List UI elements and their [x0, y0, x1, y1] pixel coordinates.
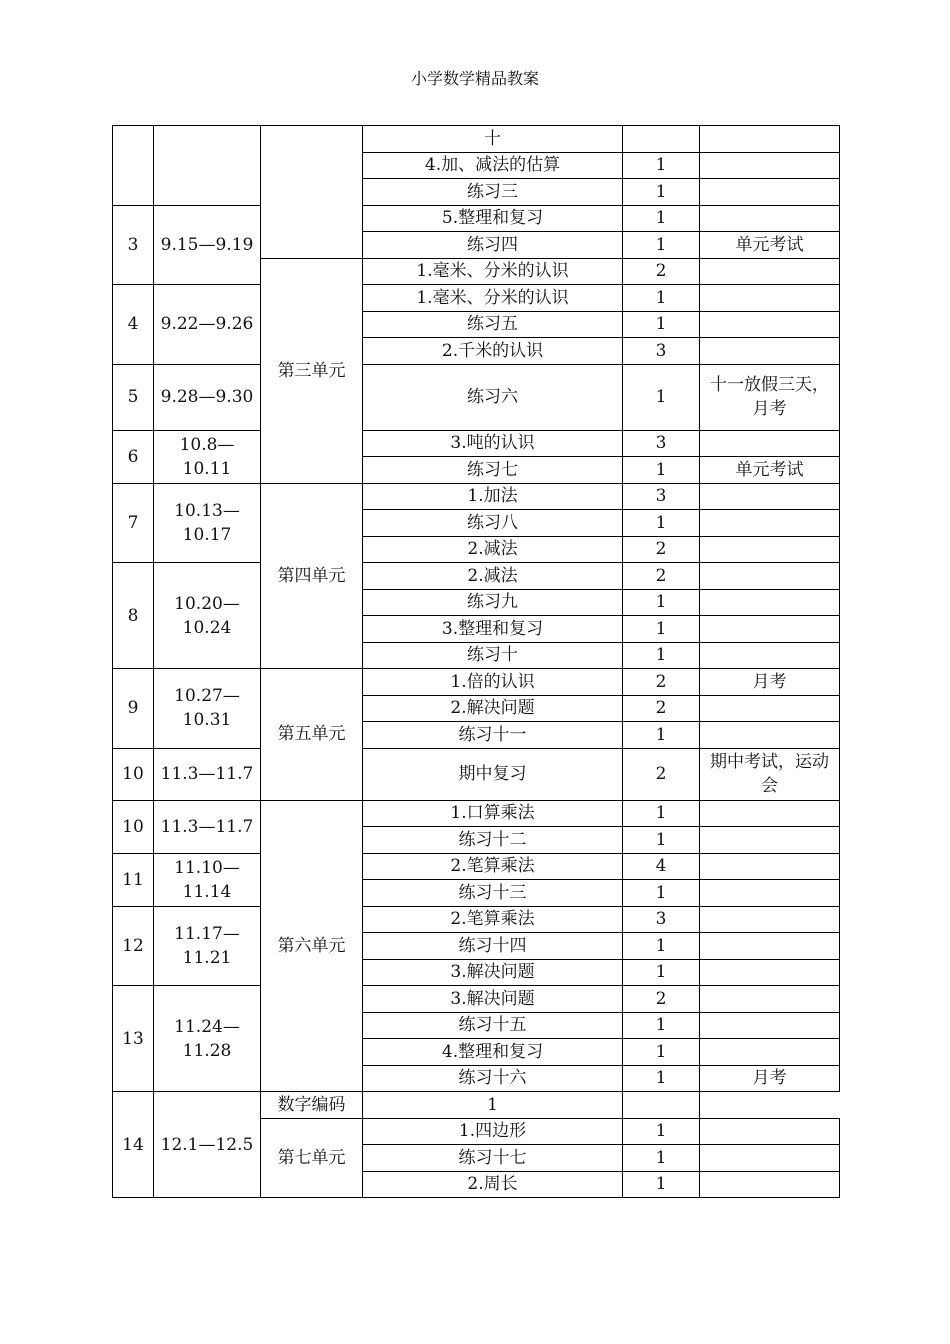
note-cell — [700, 1118, 840, 1145]
content-cell: 1.毫米、分米的认识 — [363, 285, 623, 312]
week-date-cell: 9.15—9.19 — [154, 205, 261, 285]
hours-cell: 1 — [623, 616, 700, 643]
week-date-cell: 11.3—11.7 — [154, 800, 261, 853]
hours-cell: 1 — [623, 1145, 700, 1172]
hours-cell: 1 — [623, 642, 700, 669]
hours-cell: 2 — [623, 748, 700, 800]
content-cell: 练习六 — [363, 364, 623, 430]
content-cell: 3.解决问题 — [363, 959, 623, 986]
content-cell: 数字编码 — [261, 1092, 363, 1119]
week-date-cell: 11.17—11.21 — [154, 906, 261, 986]
week-number-cell: 5 — [113, 364, 154, 430]
note-cell — [700, 179, 840, 206]
hours-cell: 1 — [623, 1118, 700, 1145]
unit-cell: 第六单元 — [261, 800, 363, 1092]
hours-cell: 1 — [623, 800, 700, 827]
hours-cell: 1 — [623, 232, 700, 259]
hours-cell: 3 — [623, 338, 700, 365]
hours-cell: 1 — [623, 510, 700, 537]
hours-cell: 2 — [623, 695, 700, 722]
content-cell: 期中复习 — [363, 748, 623, 800]
hours-cell: 2 — [623, 536, 700, 563]
note-cell — [700, 589, 840, 616]
week-number-cell: 10 — [113, 800, 154, 853]
table-row — [113, 748, 840, 800]
hours-cell: 1 — [623, 1171, 700, 1198]
content-cell: 2.千米的认识 — [363, 338, 623, 365]
content-cell: 练习十一 — [363, 722, 623, 749]
hours-cell: 3 — [623, 483, 700, 510]
note-cell: 单元考试 — [700, 232, 840, 259]
hours-cell: 1 — [623, 1065, 700, 1092]
content-cell: 3.解决问题 — [363, 986, 623, 1013]
hours-cell: 1 — [623, 364, 700, 430]
hours-cell — [623, 126, 700, 153]
content-cell: 练习十三 — [363, 880, 623, 907]
week-date-cell: 11.24—11.28 — [154, 986, 261, 1092]
hours-cell: 1 — [623, 1039, 700, 1066]
content-cell: 4.整理和复习 — [363, 1039, 623, 1066]
week-number-cell: 14 — [113, 1092, 154, 1198]
hours-cell: 4 — [623, 853, 700, 880]
week-number-cell: 7 — [113, 483, 154, 563]
unit-cell — [261, 126, 363, 259]
week-number-cell: 6 — [113, 430, 154, 483]
content-cell: 2.周长 — [363, 1171, 623, 1198]
table-row — [113, 853, 840, 880]
note-cell — [700, 430, 840, 457]
hours-cell: 1 — [623, 205, 700, 232]
note-cell — [700, 311, 840, 338]
content-cell: 2.减法 — [363, 563, 623, 590]
hours-cell: 1 — [623, 827, 700, 854]
table-row — [113, 285, 840, 312]
week-date-cell: 10.13—10.17 — [154, 483, 261, 563]
week-date-cell: 10.27—10.31 — [154, 669, 261, 749]
note-cell — [700, 616, 840, 643]
week-number-cell: 10 — [113, 748, 154, 800]
week-number-cell — [113, 126, 154, 206]
note-cell — [700, 152, 840, 179]
table-row — [113, 364, 840, 430]
content-cell: 练习九 — [363, 589, 623, 616]
content-cell: 练习八 — [363, 510, 623, 537]
hours-cell: 2 — [623, 986, 700, 1013]
note-cell — [700, 1171, 840, 1198]
content-cell: 练习十六 — [363, 1065, 623, 1092]
note-cell — [700, 853, 840, 880]
note-cell — [700, 563, 840, 590]
hours-cell: 2 — [623, 669, 700, 696]
hours-cell: 3 — [623, 906, 700, 933]
note-cell — [700, 1012, 840, 1039]
week-number-cell: 3 — [113, 205, 154, 285]
content-cell: 练习十七 — [363, 1145, 623, 1172]
table-row — [113, 563, 840, 590]
hours-cell: 1 — [623, 880, 700, 907]
hours-cell: 2 — [623, 258, 700, 285]
week-date-cell — [154, 126, 261, 206]
hours-cell: 1 — [623, 179, 700, 206]
note-cell — [700, 258, 840, 285]
note-cell — [700, 285, 840, 312]
hours-cell: 1 — [623, 589, 700, 616]
note-cell — [700, 1039, 840, 1066]
content-cell: 2.减法 — [363, 536, 623, 563]
content-cell: 3.吨的认识 — [363, 430, 623, 457]
content-cell: 练习四 — [363, 232, 623, 259]
content-cell: 练习十 — [363, 642, 623, 669]
content-cell: 2.解决问题 — [363, 695, 623, 722]
table-row — [113, 430, 840, 457]
note-cell — [700, 827, 840, 854]
week-number-cell: 8 — [113, 563, 154, 669]
content-cell: 4.加、减法的估算 — [363, 152, 623, 179]
note-cell — [700, 338, 840, 365]
table-row — [113, 1092, 840, 1119]
note-cell — [700, 1145, 840, 1172]
week-date-cell: 10.8—10.11 — [154, 430, 261, 483]
page-header: 小学数学精品教案 — [410, 69, 539, 88]
week-number-cell: 12 — [113, 906, 154, 986]
hours-cell: 1 — [623, 722, 700, 749]
week-number-cell: 11 — [113, 853, 154, 906]
table-row — [113, 126, 840, 153]
content-cell: 练习五 — [363, 311, 623, 338]
hours-cell: 2 — [623, 563, 700, 590]
week-date-cell: 9.22—9.26 — [154, 285, 261, 365]
week-date-cell: 9.28—9.30 — [154, 364, 261, 430]
content-cell: 1.口算乘法 — [363, 800, 623, 827]
note-cell: 十一放假三天，月考 — [700, 364, 840, 430]
hours-cell: 3 — [623, 430, 700, 457]
note-cell — [700, 510, 840, 537]
week-number-cell: 13 — [113, 986, 154, 1092]
note-cell — [700, 642, 840, 669]
week-date-cell: 10.20—10.24 — [154, 563, 261, 669]
unit-cell: 第七单元 — [261, 1118, 363, 1198]
content-cell: 5.整理和复习 — [363, 205, 623, 232]
week-number-cell: 4 — [113, 285, 154, 365]
note-cell: 月考 — [700, 1065, 840, 1092]
note-cell — [700, 986, 840, 1013]
hours-cell: 1 — [623, 152, 700, 179]
note-cell — [700, 126, 840, 153]
content-cell: 练习三 — [363, 179, 623, 206]
hours-cell: 1 — [623, 311, 700, 338]
content-cell: 练习十五 — [363, 1012, 623, 1039]
note-cell — [700, 906, 840, 933]
note-cell — [623, 1092, 700, 1119]
week-date-cell: 11.3—11.7 — [154, 748, 261, 800]
note-cell: 单元考试 — [700, 457, 840, 484]
table-row — [113, 205, 840, 232]
week-date-cell: 11.10—11.14 — [154, 853, 261, 906]
teaching-plan-table — [112, 125, 840, 1198]
note-cell — [700, 695, 840, 722]
hours-cell: 1 — [623, 959, 700, 986]
note-cell — [700, 205, 840, 232]
content-cell: 1.倍的认识 — [363, 669, 623, 696]
note-cell: 期中考试，运动会 — [700, 748, 840, 800]
note-cell: 月考 — [700, 669, 840, 696]
content-cell: 1.加法 — [363, 483, 623, 510]
content-cell: 练习十二 — [363, 827, 623, 854]
hours-cell: 1 — [623, 1012, 700, 1039]
week-date-cell: 12.1—12.5 — [154, 1092, 261, 1198]
table-row — [113, 669, 840, 696]
content-cell: 2.笔算乘法 — [363, 853, 623, 880]
content-cell: 1.毫米、分米的认识 — [363, 258, 623, 285]
note-cell — [700, 536, 840, 563]
content-cell: 练习七 — [363, 457, 623, 484]
content-cell: 2.笔算乘法 — [363, 906, 623, 933]
content-cell: 3.整理和复习 — [363, 616, 623, 643]
hours-cell: 1 — [623, 285, 700, 312]
unit-cell: 第五单元 — [261, 669, 363, 801]
week-number-cell: 9 — [113, 669, 154, 749]
unit-cell: 第四单元 — [261, 483, 363, 669]
table-row — [113, 906, 840, 933]
content-cell: 1.四边形 — [363, 1118, 623, 1145]
content-cell: 十 — [363, 126, 623, 153]
content-cell: 练习十四 — [363, 933, 623, 960]
note-cell — [700, 722, 840, 749]
hours-cell: 1 — [623, 933, 700, 960]
hours-cell: 1 — [363, 1092, 623, 1119]
note-cell — [700, 800, 840, 827]
note-cell — [700, 880, 840, 907]
hours-cell: 1 — [623, 457, 700, 484]
unit-cell: 第三单元 — [261, 258, 363, 483]
note-cell — [700, 483, 840, 510]
table-row — [113, 483, 840, 510]
table-row — [113, 800, 840, 827]
table-row — [113, 986, 840, 1013]
note-cell — [700, 933, 840, 960]
note-cell — [700, 959, 840, 986]
